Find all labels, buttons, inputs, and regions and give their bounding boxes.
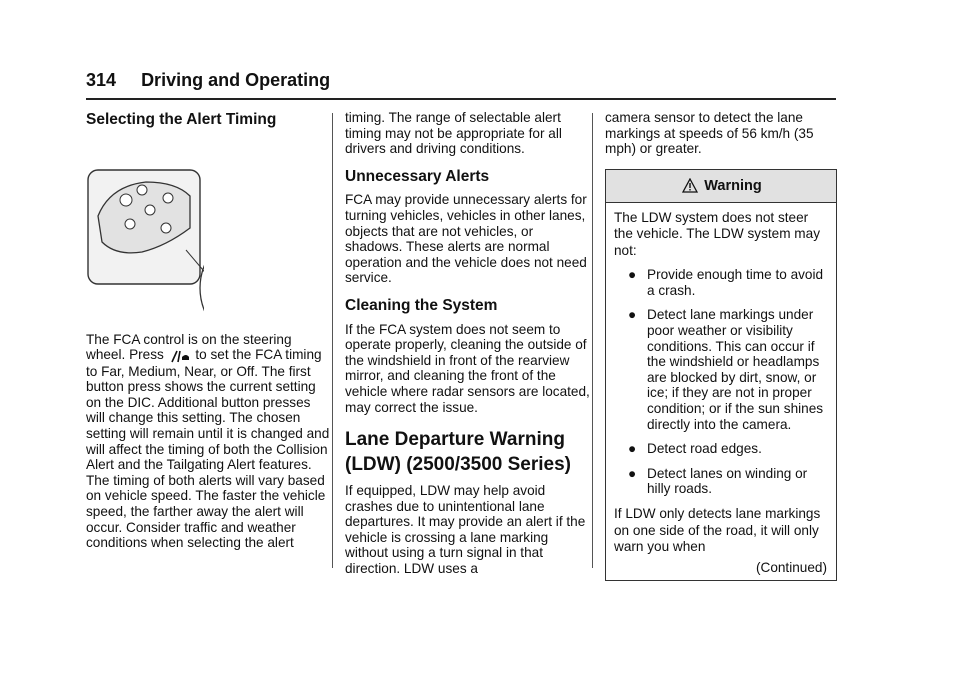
list-item: ● Detect lanes on winding or hilly roads. [628, 465, 808, 497]
steering-wheel-illustration [86, 168, 204, 318]
list-item: ● Provide enough time to avoid a crash. [628, 267, 824, 298]
warning-box [605, 169, 837, 581]
continued-label: (Continued) [755, 559, 827, 575]
timing-continued: timing. The range of selectable alert timing may not be appropriate for all drivers and driving conditions. [345, 110, 562, 157]
fca-paragraph: The FCA control is on the steering wheel. Press to set the FCA timing to Far, Medium, Near, or Off. The first button press shows the current setting on the DIC. Additional button presses will change this setting. The chosen setting will remain until it is changed and will affect the timing of both the Collision Alert and the Tailgating Alert features. The timing of both alerts will vary based on vehicle speed. The faster the vehicle speed, the farther away the alert will occur. Consider traffic and weather conditions when selecting the alert [86, 331, 330, 551]
heading-alert-timing: Selecting the Alert Timing [86, 111, 277, 128]
ldw-paragraph: If equipped, LDW may help avoid crashes due to unintentional lane departures. It may provide an alert if the vehicle is crossing a lane marking without using a turn signal in that direction. LDW uses a [345, 483, 586, 577]
cleaning-paragraph: If the FCA system does not seem to operate properly, cleaning the outside of the windshield in front of the rearview mirror, and cleaning the front of the vehicle where radar sensors are located, may correct the issue. [345, 321, 590, 415]
column-divider [332, 113, 333, 568]
column-2 [345, 110, 591, 589]
warning-list [614, 267, 827, 497]
header-rule [86, 98, 836, 100]
list-item: ● Detect lane markings under poor weather or visibility conditions. This can occur if the windshield or headlamps are blocked by dirt, snow, or ice; if they are not in proper condition; or if the sun shines directly into the camera. [628, 307, 824, 432]
unnecessary-paragraph: FCA may provide unnecessary alerts for turning vehicles, vehicles in other lanes, objects that are not vehicles, or shadows. These alerts are normal operation and the vehicle does not need service. [345, 192, 587, 286]
warning-trail: If LDW only detects lane markings on one side of the road, it will only warn you when [614, 506, 821, 554]
warning-lead: The LDW system does not steer the vehicle. The LDW system may not: [614, 209, 820, 258]
section-title: Driving and Operating [141, 70, 331, 90]
column-1 [86, 110, 332, 563]
warning-body [606, 203, 836, 580]
page-header [86, 70, 330, 91]
warning-header [606, 170, 836, 203]
page-number: 314 [86, 70, 117, 90]
heading-cleaning: Cleaning the System [345, 296, 498, 314]
heading-unnecessary-alerts: Unnecessary Alerts [345, 167, 490, 185]
warning-title: Warning [704, 177, 762, 194]
column-3 [605, 110, 837, 581]
collision-alert-timing-icon [170, 348, 190, 364]
camera-paragraph: camera sensor to detect the lane markings at speeds of 56 km/h (35 mph) or greater. [605, 110, 814, 157]
column-divider [592, 113, 593, 568]
heading-ldw: Lane Departure Warning (LDW) (2500/3500 Series) [345, 429, 571, 476]
list-item: ● Detect road edges. [628, 441, 762, 457]
warning-triangle-icon [682, 178, 698, 193]
